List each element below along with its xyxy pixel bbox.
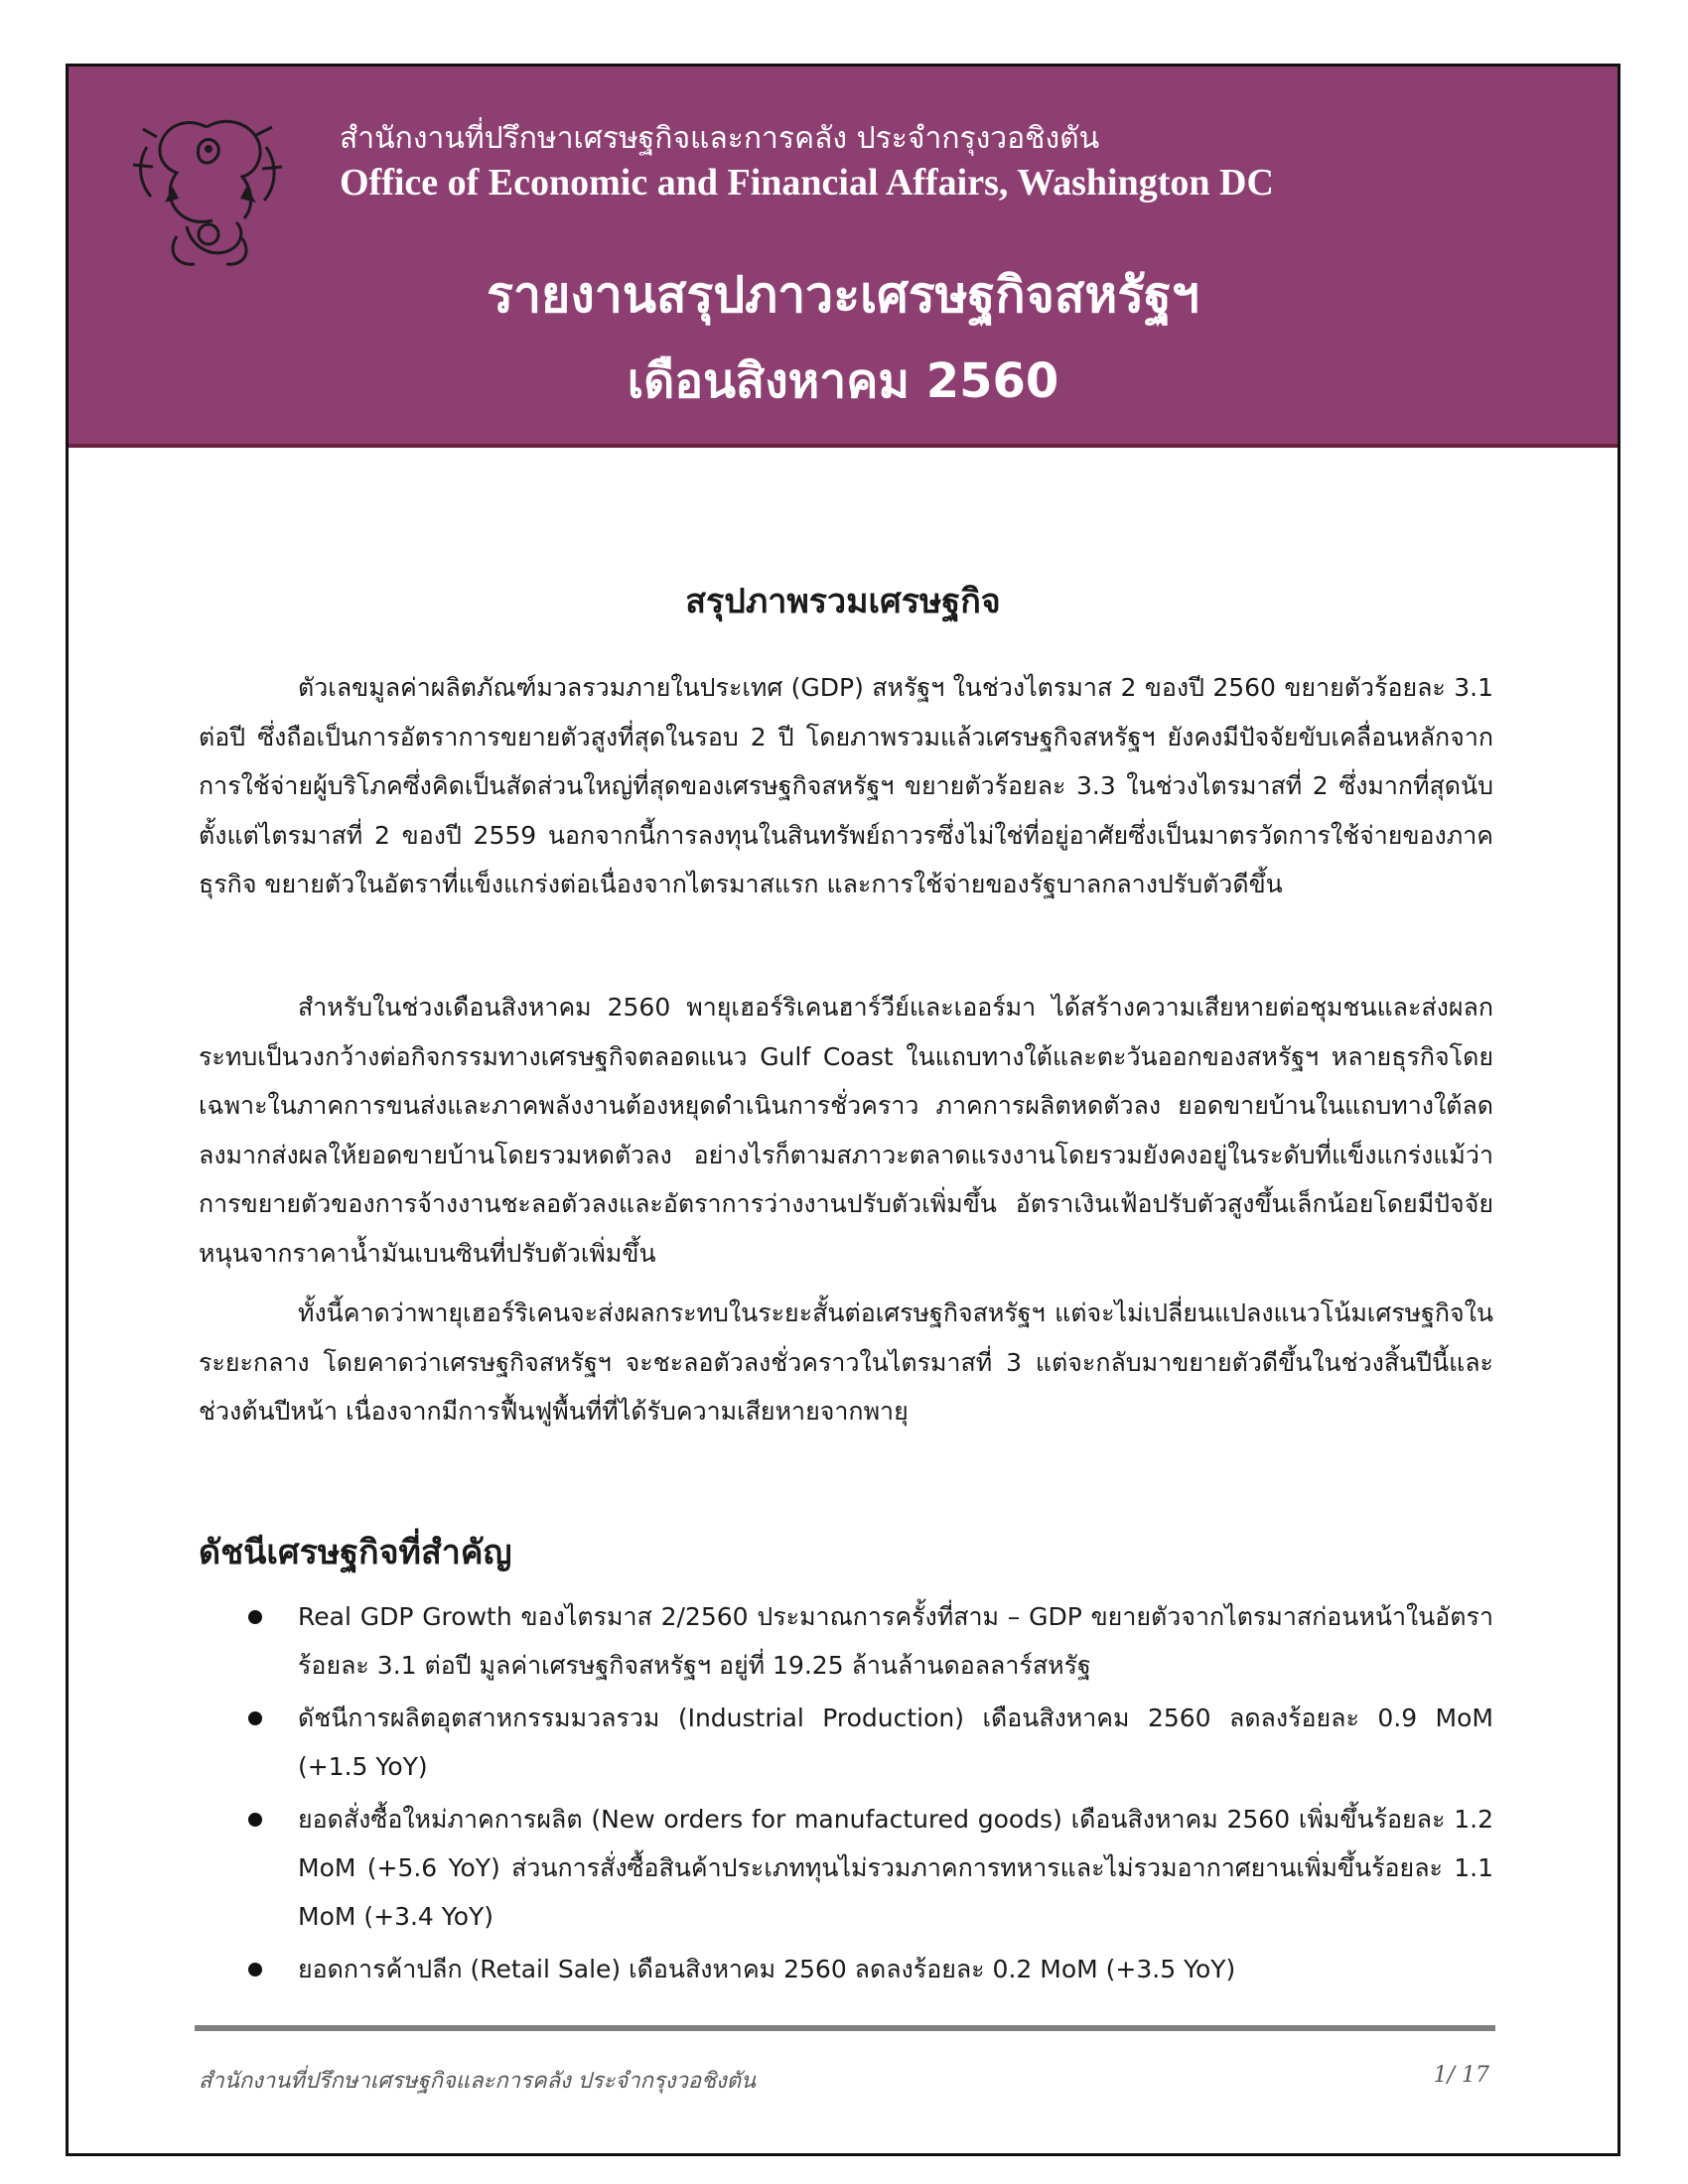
- indicator-item: [248, 1945, 1493, 1993]
- indicators-title: ดัชนีเศรษฐกิจที่สำคัญ: [199, 1533, 512, 1572]
- summary-paragraph-3: [199, 1289, 1493, 1436]
- bullet-icon: [248, 1610, 262, 1624]
- indicator-text: ดัชนีการผลิตอุตสาหกรรมมวลรวม (Industrial Production) เดือนสิงหาคม 2560 ลดลงร้อยละ 0.9 MoM (+1.5 YoY): [298, 1704, 1493, 1781]
- paragraph-text: สำหรับในช่วงเดือนสิงหาคม 2560 พายุเฮอร์ริเคนฮาร์วีย์และเออร์มา ได้สร้างความเสียหายต่อชุมชนและส่งผลกระทบเป็นวงกว้างต่อกิจกรรมทางเศรษฐกิจตลอดแนว Gulf Coast ในแถบทางใต้และตะวันออกของสหรัฐฯ หลายธุรกิจโดยเฉพาะในภาคการขนส่งและภาคพลังงานต้องหยุดดำเนินการชั่วคราว ภาคการผลิตหดตัวลง ยอดขายบ้านในแถบทางใต้ลดลงมากส่งผลให้ยอดขายบ้านโดยรวมหดตัวลง อย่างไรก็ตามสภาวะตลาดแรงงานโดยรวมยังคงอยู่ในระดับที่แข็งแกร่งแม้ว่าการขยายตัวของการจ้างงานชะลอตัวลงและอัตราการว่างงานปรับตัวเพิ่มขึ้น อัตราเงินเฟ้อปรับตัวสูงขึ้นเล็กน้อยโดยมีปัจจัยหนุนจากราคาน้ำมันเบนซินที่ปรับตัวเพิ่มขึ้น: [199, 993, 1493, 1268]
- report-month: เดือนสิงหาคม 2560: [627, 353, 1059, 409]
- paragraph-text: ตัวเลขมูลค่าผลิตภัณฑ์มวลรวมภายในประเทศ (GDP) สหรัฐฯ ในช่วงไตรมาส 2 ของปี 2560 ขยายตัวร้อยละ 3.1 ต่อปี ซึ่งถือเป็นการอัตราการขยายตัวสูงที่สุดในรอบ 2 ปี โดยภาพรวมแล้วเศรษฐกิจสหรัฐฯ ยังคงมีปัจจัยขับเคลื่อนหลักจากการใช้จ่ายผู้บริโภคซึ่งคิดเป็นสัดส่วนใหญ่ที่สุดของเศรษฐกิจสหรัฐฯ ขยายตัวร้อยละ 3.3 ในช่วงไตรมาสที่ 2 ซึ่งมากที่สุดนับตั้งแต่ไตรมาสที่ 2 ของปี 2559 นอกจากนี้การลงทุนในสินทรัพย์ถาวรซึ่งไม่ใช่ที่อยู่อาศัยซึ่งเป็นมาตรวัดการใช้จ่ายของภาคธุรกิจ ขยายตัวในอัตราที่แข็งแกร่งต่อเนื่องจากไตรมาสแรก และการใช้จ่ายของรัฐบาลกลางปรับตัวดีขึ้น: [199, 673, 1493, 898]
- indicators-list: [248, 1592, 1493, 1997]
- indicator-item: [248, 1795, 1493, 1941]
- bullet-icon: [248, 1813, 262, 1827]
- summary-title: สรุปภาพรวมเศรษฐกิจ: [685, 582, 1001, 621]
- indicator-text: Real GDP Growth ของไตรมาส 2/2560 ประมาณการครั้งที่สาม – GDP ขยายตัวจากไตรมาสก่อนหน้าในอัตราร้อยละ 3.1 ต่อปี มูลค่าเศรษฐกิจสหรัฐฯ อยู่ที่ 19.25 ล้านล้านดอลลาร์สหรัฐ: [298, 1602, 1493, 1680]
- office-name-english: Office of Economic and Financial Affairs, Washington DC: [340, 162, 1274, 204]
- office-name-thai: สำนักงานที่ปรึกษาเศรษฐกิจและการคลัง ประจำกรุงวอชิงตัน: [340, 121, 1100, 156]
- report-title: รายงานสรุปภาวะเศรษฐกิจสหรัฐฯ: [487, 266, 1199, 324]
- garuda-seal-icon: [117, 107, 296, 271]
- footer-divider: [195, 2025, 1495, 2031]
- footer-office-name: สำนักงานที่ปรึกษาเศรษฐกิจและการคลัง ประจำกรุงวอชิงตัน: [199, 2069, 757, 2094]
- indicator-text: ยอดการค้าปลีก (Retail Sale) เดือนสิงหาคม 2560 ลดลงร้อยละ 0.2 MoM (+3.5 YoY): [298, 1955, 1236, 1983]
- bullet-icon: [248, 1963, 262, 1977]
- paragraph-text: ทั้งนี้คาดว่าพายุเฮอร์ริเคนจะส่งผลกระทบในระยะสั้นต่อเศรษฐกิจสหรัฐฯ แต่จะไม่เปลี่ยนแปลงแนวโน้มเศรษฐกิจในระยะกลาง โดยคาดว่าเศรษฐกิจสหรัฐฯ จะชะลอตัวลงชั่วคราวในไตรมาสที่ 3 แต่จะกลับมาขยายตัวดีขึ้นในช่วงสิ้นปีนี้และช่วงต้นปีหน้า เนื่องจากมีการฟื้นฟูพื้นที่ที่ได้รับความเสียหายจากพายุ: [199, 1298, 1493, 1426]
- summary-paragraph-2: [199, 983, 1493, 1278]
- indicator-text: ยอดสั่งซื้อใหม่ภาคการผลิต (New orders for manufactured goods) เดือนสิงหาคม 2560 เพิ่มขึ้นร้อยละ 1.2 MoM (+5.6 YoY) ส่วนการสั่งซื้อสินค้าประเภททุนไม่รวมภาคการทหารและไม่รวมอากาศยานเพิ่มขึ้นร้อยละ 1.1 MoM (+3.4 YoY): [298, 1805, 1493, 1931]
- page-number: 1/ 17: [1433, 2063, 1489, 2088]
- bullet-icon: [248, 1711, 262, 1725]
- indicator-item: [248, 1592, 1493, 1690]
- summary-paragraph-1: [199, 663, 1493, 909]
- indicator-item: [248, 1694, 1493, 1791]
